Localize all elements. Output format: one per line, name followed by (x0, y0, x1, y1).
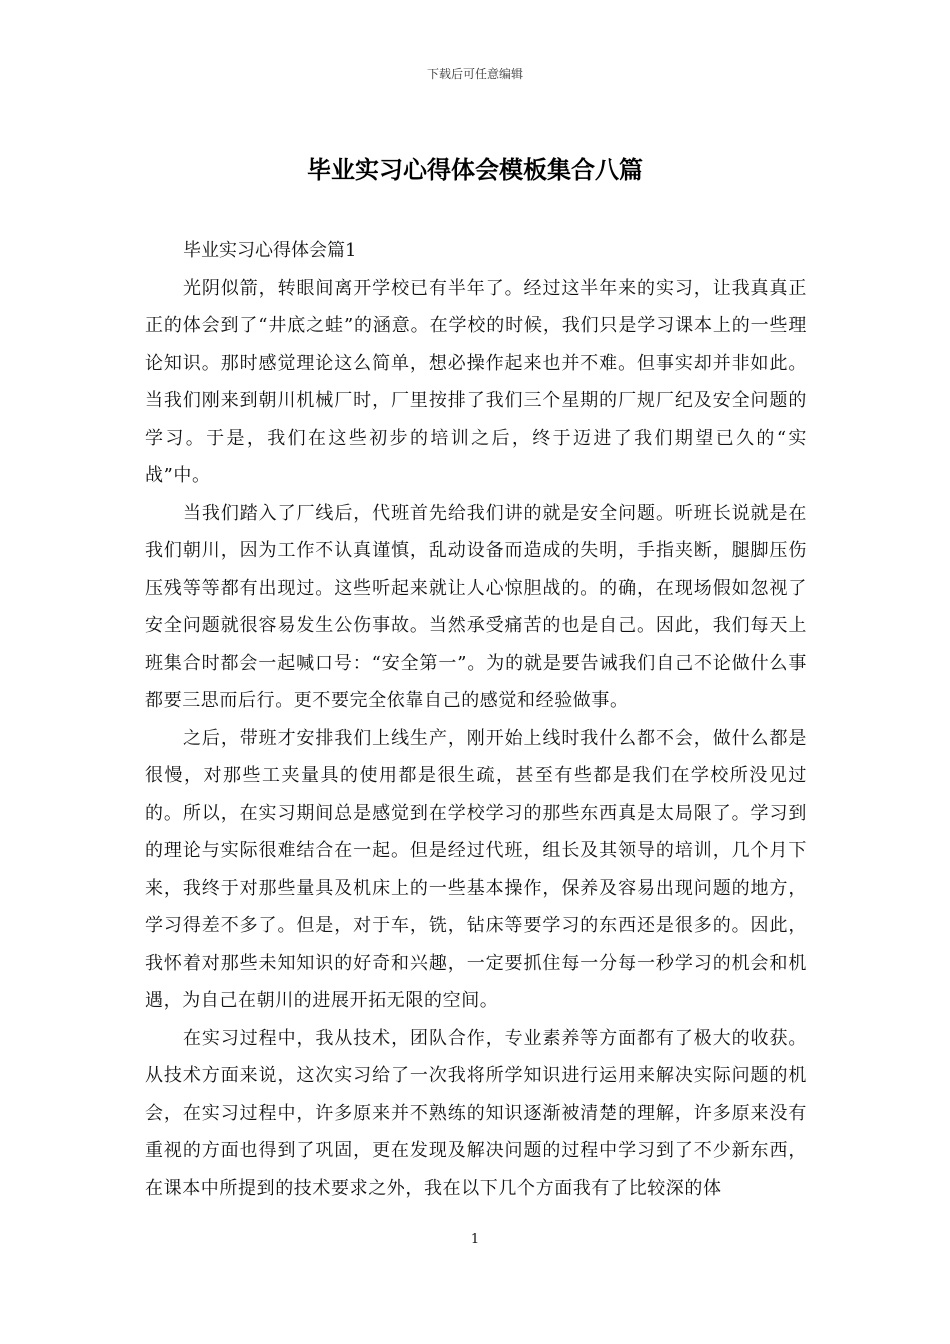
page-number: 1 (470, 1232, 480, 1247)
document-body (145, 232, 807, 1207)
section-heading: 毕业实习心得体会篇1 (183, 240, 357, 261)
paragraph-1: 光阴似箭，转眼间离开学校已有半年了。经过这半年来的实习，让我真真正正的体会到了“井底之蛙”的涵意。在学校的时候，我们只是学习课本上的一些理论知识。那时感觉理论这么简单，想必操作起来也并不难。但事实却并非如此。当我们刚来到朝川机械厂时，厂里按排了我们三个星期的厂规厂纪及安全问题的学习。于是，我们在这些初步的培训之后，终于迈进了我们期望已久的“实战”中。 (145, 277, 807, 486)
document-title: 毕业实习心得体会模板集合八篇 (307, 155, 643, 184)
paragraph-4: 在实习过程中，我从技术，团队合作，专业素养等方面都有了极大的收获。从技术方面来说，这次实习给了一次我将所学知识进行运用来解决实际问题的机会，在实习过程中，许多原来并不熟练的知识逐渐被清楚的理解，许多原来没有重视的方面也得到了巩固，更在发现及解决问题的过程中学习到了不少新东西，在课本中所提到的技术要求之外，我在以下几个方面我有了比较深的体 (145, 1027, 807, 1199)
paragraph-2: 当我们踏入了厂线后，代班首先给我们讲的就是安全问题。听班长说就是在我们朝川，因为工作不认真谨慎，乱动设备而造成的失明，手指夹断，腿脚压伤压残等等都有出现过。这些听起来就让人心惊胆战的。的确，在现场假如忽视了安全问题就很容易发生公伤事故。当然承受痛苦的也是自己。因此，我们每天上班集合时都会一起喊口号：“安全第一”。为的就是要告诫我们自己不论做什么事都要三思而后行。更不要完全依靠自己的感觉和经验做事。 (145, 502, 807, 711)
paragraph-3: 之后，带班才安排我们上线生产，刚开始上线时我什么都不会，做什么都是很慢，对那些工夹量具的使用都是很生疏，甚至有些都是我们在学校所没见过的。所以，在实习期间总是感觉到在学校学习的那些东西真是太局限了。学习到的理论与实际很难结合在一起。但是经过代班，组长及其领导的培训，几个月下来，我终于对那些量具及机床上的一些基本操作，保养及容易出现问题的地方，学习得差不多了。但是，对于车，铣，钻床等要学习的东西还是很多的。因此，我怀着对那些未知知识的好奇和兴趣，一定要抓住每一分每一秒学习的机会和机遇，为自己在朝川的进展开拓无限的空间。 (145, 727, 807, 1011)
header-note: 下载后可任意编辑 (426, 67, 523, 81)
